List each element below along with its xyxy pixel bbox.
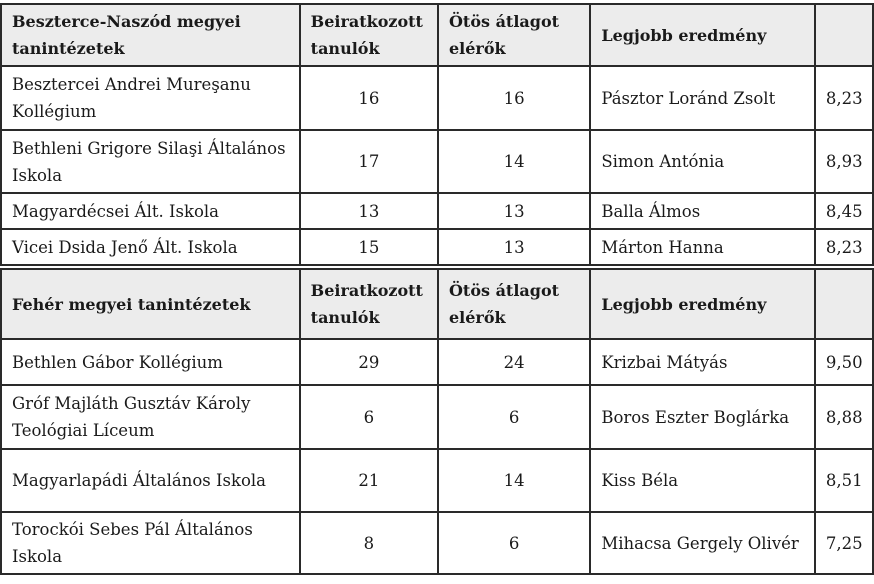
institution-cell: Besztercei Andrei Mureşanu Kollégium — [1, 66, 300, 130]
top-average-cell: 14 — [438, 130, 590, 193]
header-institution: Fehér megyei tanintézetek — [1, 269, 300, 339]
top-average-cell: 13 — [438, 193, 590, 229]
best-student-cell: Mihacsa Gergely Olivér — [590, 512, 815, 574]
header-enrolled: Beiratkozott tanulók — [300, 269, 438, 339]
top-average-cell: 14 — [438, 449, 590, 512]
table-row — [1, 512, 873, 574]
table-row — [1, 130, 873, 193]
feher-table — [0, 268, 874, 575]
institution-cell: Gróf Majláth Gusztáv Károly Teológiai Líceum — [1, 385, 300, 449]
best-student-cell: Balla Álmos — [590, 193, 815, 229]
enrolled-cell: 21 — [300, 449, 438, 512]
institution-cell: Vicei Dsida Jenő Ált. Iskola — [1, 229, 300, 265]
institution-cell: Bethlen Gábor Kollégium — [1, 339, 300, 385]
header-top-average: Ötös átlagot elérők — [438, 4, 590, 66]
score-cell: 7,25 — [815, 512, 873, 574]
best-student-cell: Simon Antónia — [590, 130, 815, 193]
enrolled-cell: 29 — [300, 339, 438, 385]
institution-cell: Magyardécsei Ált. Iskola — [1, 193, 300, 229]
score-cell: 9,50 — [815, 339, 873, 385]
header-score — [815, 4, 873, 66]
top-average-cell: 13 — [438, 229, 590, 265]
best-student-cell: Krizbai Mátyás — [590, 339, 815, 385]
score-cell: 8,45 — [815, 193, 873, 229]
enrolled-cell: 17 — [300, 130, 438, 193]
enrolled-cell: 16 — [300, 66, 438, 130]
best-student-cell: Márton Hanna — [590, 229, 815, 265]
top-average-cell: 6 — [438, 512, 590, 574]
enrolled-cell: 15 — [300, 229, 438, 265]
table-row — [1, 339, 873, 385]
header-best-result: Legjobb eredmény — [590, 4, 815, 66]
enrolled-cell: 13 — [300, 193, 438, 229]
enrolled-cell: 6 — [300, 385, 438, 449]
table-row — [1, 193, 873, 229]
header-top-average: Ötös átlagot elérők — [438, 269, 590, 339]
score-cell: 8,51 — [815, 449, 873, 512]
institution-cell: Torockói Sebes Pál Általános Iskola — [1, 512, 300, 574]
top-average-cell: 6 — [438, 385, 590, 449]
table-row — [1, 385, 873, 449]
score-cell: 8,88 — [815, 385, 873, 449]
score-cell: 8,23 — [815, 229, 873, 265]
table-header-row — [1, 4, 873, 66]
top-average-cell: 16 — [438, 66, 590, 130]
header-institution: Beszterce-Naszód megyei tanintézetek — [1, 4, 300, 66]
header-score — [815, 269, 873, 339]
header-enrolled: Beiratkozott tanulók — [300, 4, 438, 66]
institution-cell: Bethleni Grigore Silaşi Általános Iskola — [1, 130, 300, 193]
header-best-result: Legjobb eredmény — [590, 269, 815, 339]
best-student-cell: Boros Eszter Boglárka — [590, 385, 815, 449]
best-student-cell: Pásztor Loránd Zsolt — [590, 66, 815, 130]
table-row — [1, 449, 873, 512]
institution-cell: Magyarlapádi Általános Iskola — [1, 449, 300, 512]
score-cell: 8,93 — [815, 130, 873, 193]
top-average-cell: 24 — [438, 339, 590, 385]
enrolled-cell: 8 — [300, 512, 438, 574]
score-cell: 8,23 — [815, 66, 873, 130]
beszterce-naszod-table — [0, 3, 874, 266]
best-student-cell: Kiss Béla — [590, 449, 815, 512]
table-row — [1, 229, 873, 265]
table-header-row — [1, 269, 873, 339]
table-row — [1, 66, 873, 130]
